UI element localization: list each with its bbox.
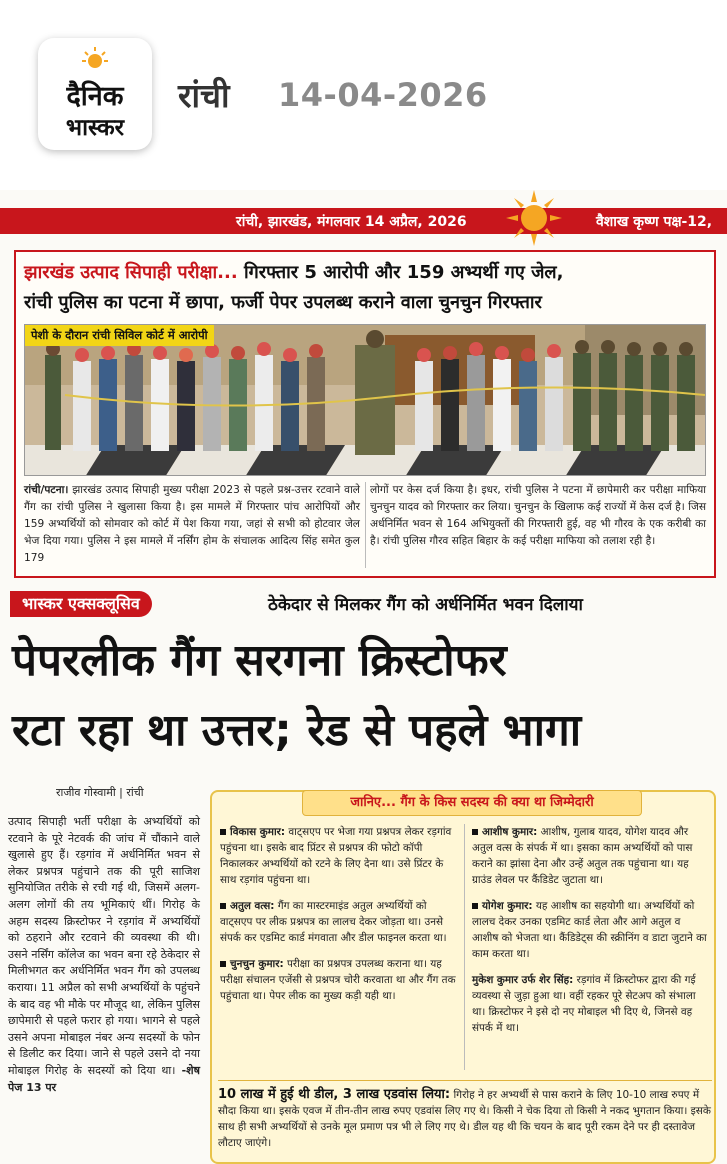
role-name: चुनचुन कुमार: (230, 958, 284, 970)
exclusive-strip (10, 590, 717, 620)
panchang-text: वैशाख कृष्ण पक्ष-12, (596, 214, 713, 230)
column-divider (464, 824, 465, 1070)
roles-infobox[interactable] (210, 790, 716, 1164)
deal-text: गिरोह ने हर अभ्यर्थी से पास कराने के लिए 10-10 लाख रुपए में सौदा किया था। इसके एवज में तीन-तीन लाख रुपए एडवांस लिए गए थे। किसी ने चेक दिया तो किसी ने नकद भुगतान किया। इसके साथ ही सभी अभ्यर्थियों से उनके मूल प्रमाण पत्र भी ले लिए गए थे। डील यह थी कि चयन के बाद पूरी रकम देने पर ही दस्तावेज लौटाए जाएंगे। (218, 1089, 711, 1149)
roles-right-column (472, 824, 710, 1046)
role-text: यह आशीष का सहयोगी था। अभ्यर्थियों को लालच देकर उनका एडमिट कार्ड लेता और आगे अतुल व आशीष को भेजता था। कैंडिडेट्स की स्क्रीनिंग व डाटा जुटाने का काम करता था। (472, 900, 707, 960)
dateline-bar (0, 208, 727, 234)
role-name: योगेश कुमार: (482, 900, 533, 912)
role-text: वाट्सएप पर भेजा गया प्रश्नपत्र लेकर रड़गांव पहुंचना था। इसके बाद प्रिंटर से प्रश्नपत्र की फोटो कॉपी निकालकर अभ्यर्थियों को रटने के लिए देना था। उसे प्रिंटर के साथ रड़गांव पहुंचना था। (220, 826, 452, 886)
bullet-square-icon (220, 829, 226, 835)
dateline-text: रांची, झारखंड, मंगलवार 14 अप्रैल, 2026 (236, 214, 467, 230)
lead-body-col2: लोगों पर केस दर्ज किया है। इधर, रांची पुलिस ने पटना में छापेमारी कर परीक्षा माफिया चुनचुन यादव को गिरफ्तार कर लिया। चुनचुन के खिलाफ कई राज्यों में केस दर्ज है। जिस अर्धनिर्मित भवन से 164 अभियुक्तों की गिरफ्तारी हुई, वह भी गौरव के एक करीबी का है। रांची पुलिस गौरव सहित बिहार के कई परीक्षा माफिया को तलाश रही है। (370, 484, 706, 547)
court-photo-illustration (25, 325, 706, 476)
sun-logo-icon (82, 46, 108, 72)
logo-text-line2: भास्कर (65, 115, 125, 141)
role-item (472, 972, 710, 1036)
role-name: मुकेश कुमार उर्फ शेर सिंह: (472, 974, 574, 986)
role-item (472, 824, 710, 888)
role-text: रड़गांव में क्रिस्टोफर द्वारा की गई व्यवस्था से जुड़ा हुआ था। वहीं रहकर पूरे सेटअप को संभाला था। क्रिस्टोफर ने इसे दो नए मोबाइल भी दिए थे, जिनसे वह संपर्क में था। (472, 974, 696, 1034)
story-text: उत्पाद सिपाही भर्ती परीक्षा के अभ्यर्थियों को रटवाने के पूरे नेटवर्क की जांच में चौंकाने वाले खुलासे हुए हैं। रड़गांव में अर्धनिर्मित भवन से लेकर प्रश्नपत्र पहुंचाने तक की पूरी साजिश सुनियोजित तरीके से रची गई थी, जिसमें अलग-अलग लोगों की तय भूमिकाएं थीं। गिरोह के अहम सदस्य क्रिस्टोफर ने रड़गांव में अभ्यर्थियों को ठहराने और रटवाने की व्यवस्था की थी। उसने नर्सिंग कॉलेज का भवन बना रहे ठेकेदार से मिलीभगत कर अर्धनिर्मित भवन गैंग को उपलब्ध कराया। 11 अप्रैल को सभी अभ्यर्थियों के पहुंचने के बाद वह भी मौके पर मौजूद था, लेकिन पुलिस छापेमारी से पहले फरार हो गया। भागने से पहले उसने अपना मोबाइल नंबर अन्य सदस्यों के फोन से डिलीट कर दिया। जाने से पहले उसने दो नया मोबाइल गिरोह के सदस्यों को दिया था। (8, 815, 200, 1077)
photo-caption: पेशी के दौरान रांची सिविल कोर्ट में आरोपी (25, 325, 214, 346)
column-divider (365, 482, 366, 568)
lead-body-col1-text: झारखंड उत्पाद सिपाही मुख्य परीक्षा 2023 से पहले प्रश्न-उत्तर रटवाने वाले गैंग का रांची पुलिस ने खुलासा किया है। इस मामले में गिरफ्तार पांच आरोपियों और 159 अभ्यर्थियों को सोमवार को कोर्ट में पेश किया गया, जहां से सभी को होटवार जेल भेज दिया गया। पुलिस ने इस मामले में नर्सिंग होम के संचालक आदित्य सिंह समेत कुल 179 (24, 484, 360, 564)
exclusive-tag: भास्कर एक्सक्लूसिव (10, 591, 152, 617)
lead-headline-line1: गिरफ्तार 5 आरोपी और 159 अभ्यर्थी गए जेल, (237, 262, 564, 283)
bullet-square-icon (472, 903, 478, 909)
dainik-bhaskar-logo[interactable] (38, 38, 152, 150)
deal-heading: 10 लाख में हुई थी डील, 3 लाख एडवांस लिया: (218, 1087, 451, 1102)
roles-title: जानिए... गैंग के किस सदस्य की क्या था जिम्मेदारी (302, 790, 642, 816)
bullet-square-icon (220, 903, 226, 909)
lead-headline-line2: रांची पुलिस का पटना में छापा, फर्जी पेपर उपलब्ध कराने वाला चुनचुन गिरफ्तार (24, 292, 542, 313)
role-item (220, 956, 458, 1004)
court-photo[interactable] (24, 324, 706, 476)
role-name: विकास कुमार: (230, 826, 286, 838)
continued-on[interactable]: -शेष पेज 13 पर (8, 1063, 201, 1094)
role-text: गैंग का मास्टरमाइंड अतुल अभ्यर्थियों को वाट्सएप पर लीक प्रश्नपत्र का लालच देकर जोड़ता था। उनसे संपर्क कर एडमिट कार्ड मंगवाता और डील फाइनल करता था। (220, 900, 447, 944)
lead-body-col1 (24, 482, 360, 567)
main-headline[interactable] (12, 626, 716, 766)
bullet-square-icon (220, 961, 226, 967)
lead-headline (24, 258, 714, 318)
role-item (220, 824, 458, 888)
app-header (0, 0, 727, 190)
main-headline-line2: रटा रहा था उत्तर; रेड से पहले भागा (12, 705, 582, 756)
main-headline-line1: पेपरलीक गैंग सरगना क्रिस्टोफर (12, 635, 507, 686)
story-body[interactable] (8, 814, 200, 1096)
byline: राजीव गोस्वामी | रांची (56, 786, 144, 799)
newspaper-page (0, 190, 727, 1164)
role-item (472, 898, 710, 962)
sun-decoration-icon (506, 190, 562, 246)
exclusive-subhead: ठेकेदार से मिलकर गैंग को अर्धनिर्मित भवन दिलाया (268, 595, 583, 615)
deal-paragraph (218, 1080, 712, 1151)
roles-left-column (220, 824, 458, 1014)
lead-headline-kicker: झारखंड उत्पाद सिपाही परीक्षा... (24, 262, 238, 283)
role-text: परीक्षा का प्रश्नपत्र उपलब्ध कराना था। यह परीक्षा संचालन एजेंसी से प्रश्नपत्र चोरी करवाता था और गैंग तक पहुंचाता था। पेपर लीक का मुख्य कड़ी यही था। (220, 958, 456, 1002)
role-item (220, 898, 458, 946)
role-text: आशीष, गुलाब यादव, योगेश यादव और अतुल वत्स के संपर्क में था। इसका काम अभ्यर्थियों को पास कराने का झांसा देना और उन्हें अतुल तक पहुंचाना था। यह ग्राउंड लेवल पर कैंडिडेट जुटाता था। (472, 826, 693, 886)
bullet-square-icon (472, 829, 478, 835)
edition-date[interactable]: 14-04-2026 (278, 76, 488, 114)
role-name: अतुल वत्स: (230, 900, 275, 912)
role-name: आशीष कुमार: (482, 826, 538, 838)
lead-story[interactable] (14, 250, 716, 578)
lead-dateline: रांची/पटना। (24, 484, 69, 496)
logo-text-line1: दैनिक (66, 81, 124, 112)
edition-city[interactable]: रांची (178, 76, 230, 115)
